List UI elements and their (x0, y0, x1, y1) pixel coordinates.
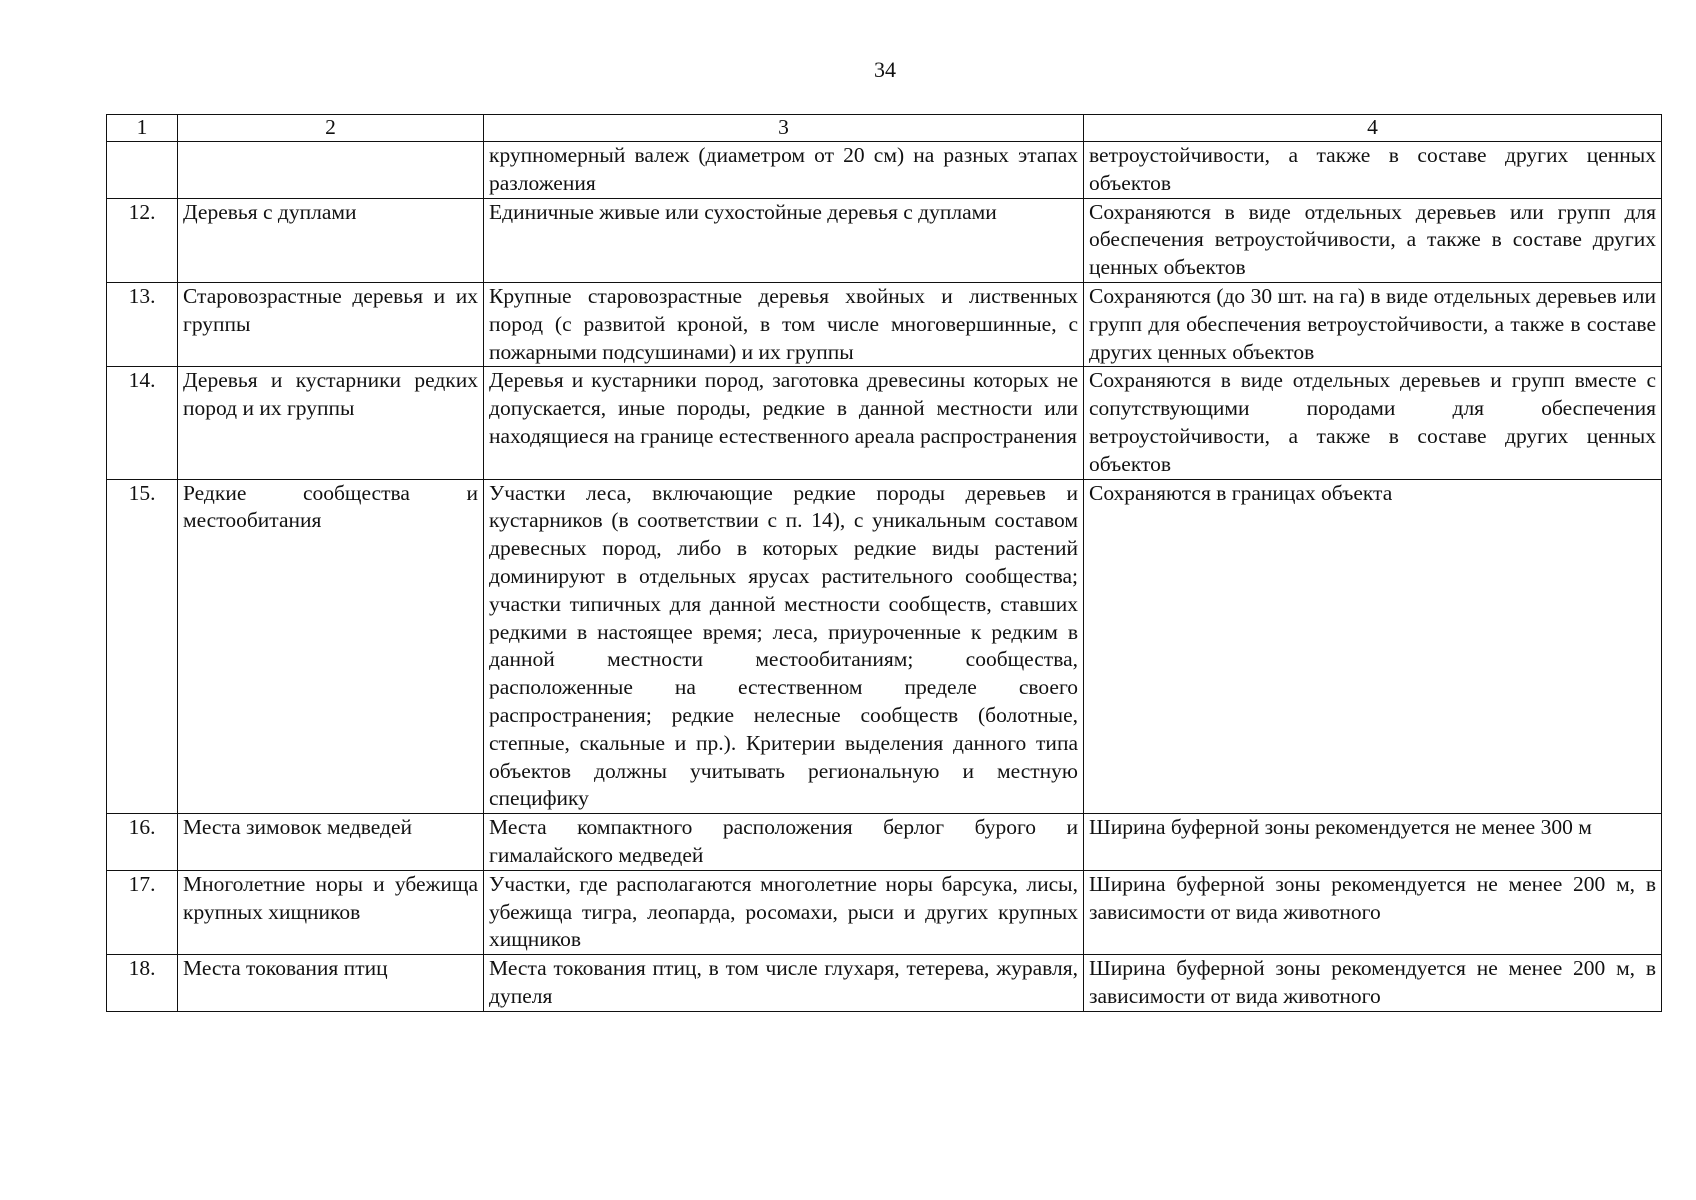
preservation-measure: Ширина буферной зоны рекомендуется не менее 300 м (1084, 814, 1662, 871)
preservation-measure: Сохраняются в виде отдельных деревьев или групп для обеспечения ветроустойчивости, а также в составе других ценных объектов (1084, 198, 1662, 282)
row-number: 12. (107, 198, 178, 282)
table-row (107, 282, 1662, 366)
row-number: 13. (107, 282, 178, 366)
row-number: 17. (107, 870, 178, 954)
object-description: Места токования птиц, в том числе глухаря, тетерева, журавля, дупеля (484, 955, 1084, 1012)
row-number: 18. (107, 955, 178, 1012)
column-header-4: 4 (1084, 115, 1662, 142)
preservation-measure: Сохраняются в границах объекта (1084, 479, 1662, 814)
column-header-2: 2 (178, 115, 484, 142)
table-row (107, 198, 1662, 282)
table-row (107, 479, 1662, 814)
table-row (107, 142, 1662, 199)
object-name: Деревья и кустарники редких пород и их группы (178, 367, 484, 479)
table-row (107, 870, 1662, 954)
object-name (178, 142, 484, 199)
object-name: Места токования птиц (178, 955, 484, 1012)
object-description: Места компактного расположения берлог бурого и гималайского медведей (484, 814, 1084, 871)
object-name: Многолетние норы и убежища крупных хищников (178, 870, 484, 954)
object-name: Места зимовок медведей (178, 814, 484, 871)
object-name: Редкие сообщества и местообитания (178, 479, 484, 814)
preservation-measure: Сохраняются (до 30 шт. на га) в виде отдельных деревьев или групп для обеспечения ветроустойчивости, а также в составе других ценных объектов (1084, 282, 1662, 366)
preservation-measure: ветроустойчивости, а также в составе других ценных объектов (1084, 142, 1662, 199)
object-description: Участки, где располагаются многолетние норы барсука, лисы, убежища тигра, леопарда, росомахи, рыси и других крупных хищников (484, 870, 1084, 954)
row-number: 15. (107, 479, 178, 814)
object-description: Крупные старовозрастные деревья хвойных и лиственных пород (с развитой кроной, в том числе многовершинные, с пожарными подсушинами) и их группы (484, 282, 1084, 366)
object-name: Старовозрастные деревья и их группы (178, 282, 484, 366)
object-description: Деревья и кустарники пород, заготовка древесины которых не допускается, иные породы, редкие в данной местности или находящиеся на границе естественного ареала распространения (484, 367, 1084, 479)
row-number: 16. (107, 814, 178, 871)
column-header-3: 3 (484, 115, 1084, 142)
preservation-measure: Ширина буферной зоны рекомендуется не менее 200 м, в зависимости от вида животного (1084, 870, 1662, 954)
row-number (107, 142, 178, 199)
object-description: крупномерный валеж (диаметром от 20 см) на разных этапах разложения (484, 142, 1084, 199)
preservation-measure: Ширина буферной зоны рекомендуется не менее 200 м, в зависимости от вида животного (1084, 955, 1662, 1012)
table-row (107, 367, 1662, 479)
page-number: 34 (874, 57, 896, 82)
object-name: Деревья с дуплами (178, 198, 484, 282)
row-number: 14. (107, 367, 178, 479)
table-row (107, 955, 1662, 1012)
object-description: Участки леса, включающие редкие породы деревьев и кустарников (в соответствии с п. 14), с уникальным составом древесных пород, либо в которых редкие виды растений доминируют в отдельных ярусах растительного сообщества; участки типичных для данной местности сообществ, ставших редкими в настоящее время; леса, приуроченные к редким в данной местности местообитаниям; сообщества, расположенные на естественном пределе своего распространения; редкие нелесные сообществ (болотные, степные, скальные и пр.). Критерии выделения данного типа объектов должны учитывать региональную и местную специфику (484, 479, 1084, 814)
preservation-measure: Сохраняются в виде отдельных деревьев и групп вместе с сопутствующими породами для обеспечения ветроустойчивости, а также в составе других ценных объектов (1084, 367, 1662, 479)
objects-table (106, 114, 1662, 1012)
table-header-row (107, 115, 1662, 142)
column-header-1: 1 (107, 115, 178, 142)
table-row (107, 814, 1662, 871)
object-description: Единичные живые или сухостойные деревья с дуплами (484, 198, 1084, 282)
